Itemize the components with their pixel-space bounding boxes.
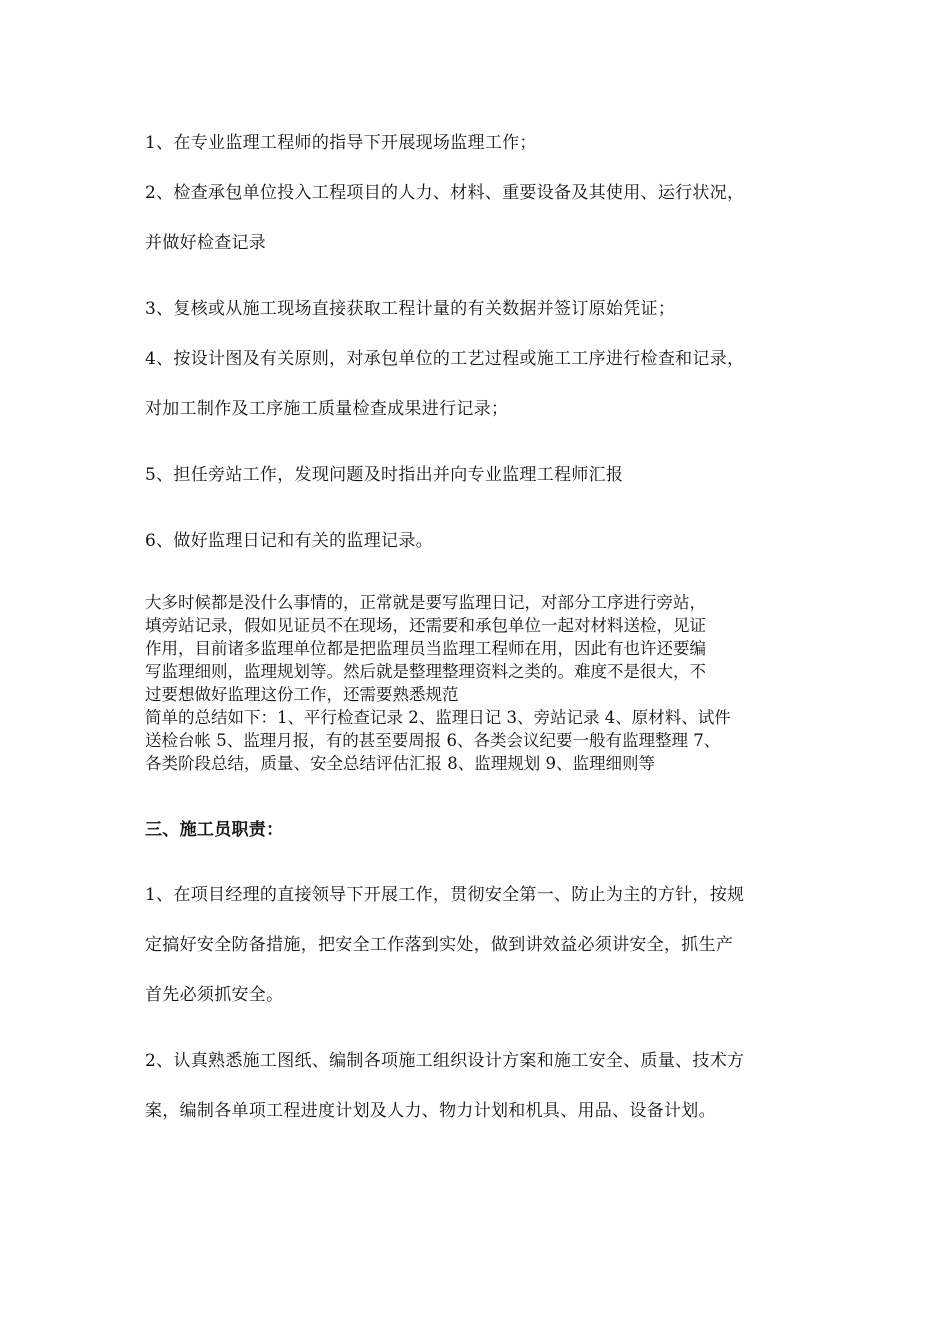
list-item-continuation: 案，编制各单项工程进度计划及人力、物力计划和机具、用品、设备计划。	[145, 1101, 716, 1121]
list-item: 2、认真熟悉施工图纸、编制各项施工组织设计方案和施工安全、质量、技术方	[145, 1051, 745, 1071]
list-item-continuation: 并做好检查记录	[145, 233, 267, 253]
paragraph-line: 作用，目前诸多监理单位都是把监理员当监理工程师在用，因此有也许还要编	[145, 639, 706, 658]
paragraph-line: 各类阶段总结，质量、安全总结评估汇报 8、监理规划 9、监理细则等	[145, 754, 655, 773]
list-item: 1、在专业监理工程师的指导下开展现场监理工作；	[145, 133, 537, 153]
paragraph-line: 写监理细则，监理规划等。然后就是整理整理资料之类的。难度不是很大，不	[145, 662, 706, 681]
paragraph-line: 简单的总结如下：1、平行检查记录 2、监理日记 3、旁站记录 4、原材料、试件	[145, 708, 731, 727]
list-item: 5、担任旁站工作，发现问题及时指出并向专业监理工程师汇报	[145, 465, 624, 485]
list-item: 3、复核或从施工现场直接获取工程计量的有关数据并签订原始凭证；	[145, 299, 676, 319]
list-item-continuation: 对加工制作及工序施工质量检查成果进行记录；	[145, 399, 509, 419]
list-item: 4、按设计图及有关原则，对承包单位的工艺过程或施工工序进行检查和记录，	[145, 349, 745, 369]
paragraph-line: 过要想做好监理这份工作，还需要熟悉规范	[145, 685, 459, 704]
summary-paragraph	[145, 591, 810, 775]
list-item: 1、在项目经理的直接领导下开展工作，贯彻安全第一、防止为主的方针，按规	[145, 885, 745, 905]
paragraph-line: 填旁站记录，假如见证员不在现场，还需要和承包单位一起对材料送检，见证	[145, 616, 706, 635]
list-item: 6、做好监理日记和有关的监理记录。	[145, 531, 433, 551]
list-item-continuation: 首先必须抓安全。	[145, 985, 284, 1005]
paragraph-line: 送检台帐 5、监理月报，有的甚至要周报 6、各类会议纪要一般有监理整理 7、	[145, 731, 721, 750]
section-heading: 三、施工员职责：	[145, 820, 284, 840]
paragraph-line: 大多时候都是没什么事情的，正常就是要写监理日记，对部分工序进行旁站，	[145, 593, 706, 612]
list-item: 2、检查承包单位投入工程项目的人力、材料、重要设备及其使用、运行状况，	[145, 183, 745, 203]
list-item-continuation: 定搞好安全防备措施，把安全工作落到实处，做到讲效益必须讲安全，抓生产	[145, 935, 734, 955]
